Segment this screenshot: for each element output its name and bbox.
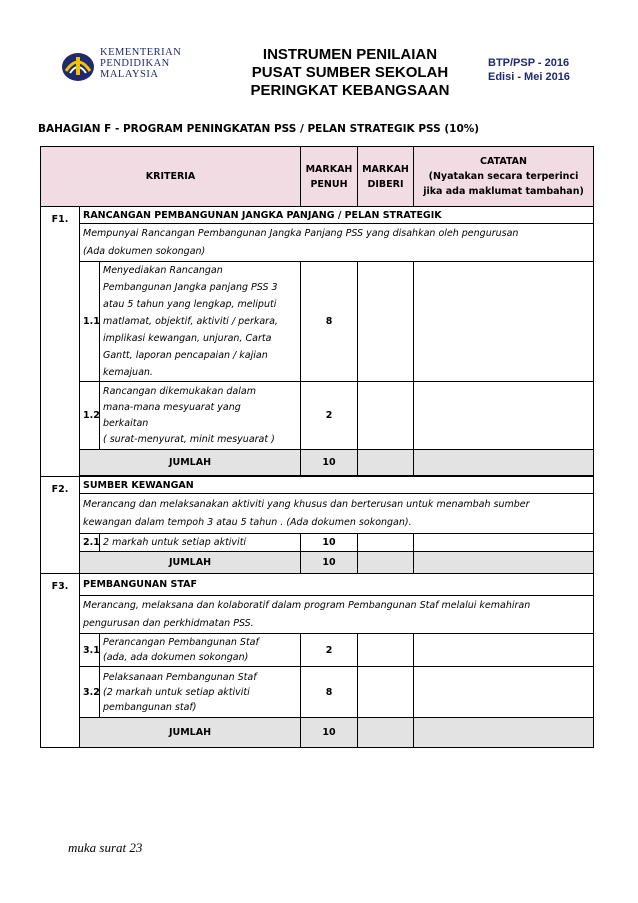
ministry-name-line: KEMENTERIAN (100, 47, 182, 58)
criteria-row (41, 534, 594, 552)
total-row (41, 552, 594, 574)
section-description (80, 494, 594, 534)
total-awarded-cell[interactable] (358, 450, 414, 476)
total-awarded-cell[interactable] (358, 718, 414, 748)
header-line: (Nyatakan secara terperinci (428, 171, 579, 182)
awarded-mark-cell[interactable] (358, 534, 414, 552)
total-value: 10 (301, 718, 358, 748)
total-value: 10 (301, 450, 358, 476)
reference-code: BTP/PSP - 2016 (488, 57, 570, 69)
item-line: berkaitan (103, 417, 149, 429)
awarded-mark-cell[interactable] (358, 382, 414, 450)
full-mark: 8 (301, 667, 358, 718)
item-number: 3.1 (80, 634, 100, 667)
header-line: CATATAN (480, 156, 527, 167)
markah-penuh-header (301, 147, 358, 207)
item-line: (ada, ada dokumen sokongan) (103, 652, 249, 663)
section-code: F3. (41, 574, 80, 748)
total-label: JUMLAH (80, 552, 301, 574)
assessment-table (40, 146, 594, 748)
document-title (230, 46, 470, 100)
full-mark: 2 (301, 634, 358, 667)
item-number: 1.1 (80, 262, 100, 382)
item-number: 2.1 (80, 534, 100, 552)
document-reference (488, 56, 570, 84)
description-line: kewangan dalam tempoh 3 atau 5 tahun . (Ada dokumen sokongan). (83, 516, 412, 528)
table-header-row (41, 147, 594, 207)
description-line: Mempunyai Rancangan Pembangunan Jangka Panjang PSS yang disahkan oleh pengurusan (83, 227, 519, 239)
description-line: Merancang, melaksana dan kolaboratif dalam program Pembangunan Staf melalui kemahiran (83, 599, 531, 611)
item-line: mana-mana mesyuarat yang (103, 401, 241, 413)
item-line: Pelaksanaan Pembangunan Staf (103, 671, 257, 683)
header-line: PENUH (310, 178, 348, 190)
header-line: MARKAH (362, 163, 409, 175)
page-number: muka surat 23 (68, 840, 143, 855)
edition-label: Edisi - Mei 2016 (488, 71, 570, 83)
catatan-header (414, 147, 594, 207)
item-line: Menyediakan Rancangan (103, 265, 223, 276)
section-description-row (41, 596, 594, 634)
total-label: JUMLAH (80, 450, 301, 476)
total-notes-cell[interactable] (414, 552, 594, 574)
item-text: 2 markah untuk setiap aktiviti (100, 534, 301, 552)
section-heading-row (41, 477, 594, 494)
criteria-row (41, 262, 594, 382)
section-description (80, 224, 594, 262)
item-line: implikasi kewangan, unjuran, Carta (103, 333, 272, 344)
criteria-row (41, 667, 594, 718)
ministry-name-line: MALAYSIA (100, 69, 159, 80)
description-line: (Ada dokumen sokongan) (83, 245, 206, 257)
item-line: matlamat, objektif, aktiviti / perkara, (103, 316, 278, 327)
notes-cell[interactable] (414, 667, 594, 718)
full-mark: 8 (301, 262, 358, 382)
awarded-mark-cell[interactable] (358, 667, 414, 718)
section-title: BAHAGIAN F - PROGRAM PENINGKATAN PSS / PELAN STRATEGIK PSS (10%) (38, 123, 480, 135)
section-code: F1. (41, 207, 80, 477)
title-line: INSTRUMEN PENILAIAN (262, 46, 438, 63)
total-value: 10 (301, 552, 358, 574)
item-text (100, 634, 301, 667)
item-line: pembangunan staf) (103, 701, 197, 713)
notes-cell[interactable] (414, 634, 594, 667)
kriteria-header: KRITERIA (41, 147, 301, 207)
item-number: 3.2 (80, 667, 100, 718)
total-label: JUMLAH (80, 718, 301, 748)
section-heading-row (41, 574, 594, 596)
notes-cell[interactable] (414, 534, 594, 552)
item-line: Pembangunan Jangka panjang PSS 3 (103, 282, 278, 293)
total-notes-cell[interactable] (414, 450, 594, 476)
awarded-mark-cell[interactable] (358, 262, 414, 382)
ministry-name (100, 47, 181, 80)
section-heading: SUMBER KEWANGAN (80, 477, 594, 494)
title-line: PUSAT SUMBER SEKOLAH (251, 64, 449, 81)
item-line: Gantt, laporan pencapaian / kajian (103, 350, 268, 361)
notes-cell[interactable] (414, 262, 594, 382)
section-code: F2. (41, 477, 80, 574)
awarded-mark-cell[interactable] (358, 634, 414, 667)
description-line: Merancang dan melaksanakan aktiviti yang khusus dan berterusan untuk menambah sumber (83, 498, 530, 510)
notes-cell[interactable] (414, 382, 594, 450)
item-line: kemajuan. (103, 367, 153, 378)
total-row (41, 450, 594, 476)
section-heading: RANCANGAN PEMBANGUNAN JANGKA PANJANG / PELAN STRATEGIK (80, 207, 594, 224)
total-notes-cell[interactable] (414, 718, 594, 748)
total-row (41, 718, 594, 748)
section-heading: PEMBANGUNAN STAF (80, 574, 594, 596)
item-text (100, 667, 301, 718)
section-description-row (41, 224, 594, 262)
header-line: jika ada maklumat tambahan) (423, 186, 584, 197)
item-line: Perancangan Pembangunan Staf (103, 637, 259, 648)
header-line: MARKAH (305, 163, 353, 175)
criteria-row (41, 634, 594, 667)
item-line: Rancangan dikemukakan dalam (103, 385, 256, 397)
total-awarded-cell[interactable] (358, 552, 414, 574)
item-number: 1.2 (80, 382, 100, 450)
full-mark: 10 (301, 534, 358, 552)
item-text (100, 262, 301, 382)
description-line: pengurusan dan perkhidmatan PSS. (83, 617, 254, 629)
criteria-row (41, 382, 594, 450)
section-heading-row (41, 207, 594, 224)
item-line: atau 5 tahun yang lengkap, meliputi (103, 299, 277, 310)
markah-diberi-header (358, 147, 414, 207)
section-description-row (41, 494, 594, 534)
item-text (100, 382, 301, 450)
item-line: (2 markah untuk setiap aktiviti (103, 686, 250, 698)
full-mark: 2 (301, 382, 358, 450)
ministry-name-line: PENDIDIKAN (100, 58, 170, 69)
title-line: PERINGKAT KEBANGSAAN (250, 82, 450, 99)
header-line: DIBERI (367, 178, 404, 190)
section-description (80, 596, 594, 634)
item-line: ( surat-menyurat, minit mesyuarat ) (103, 433, 275, 445)
